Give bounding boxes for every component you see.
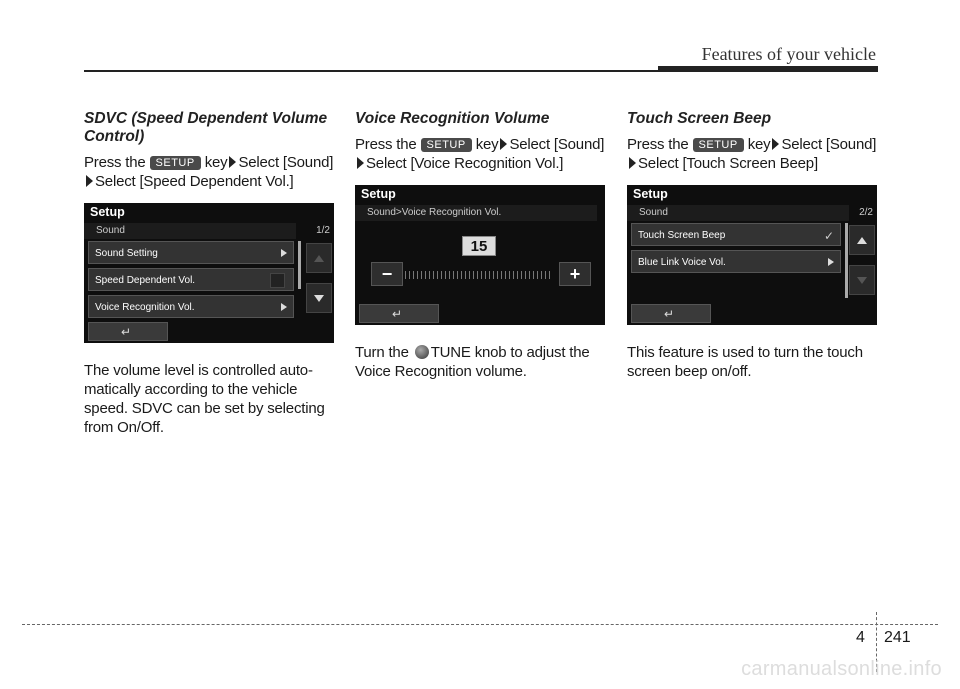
menu-item-label: Speed Dependent Vol. [95,275,196,286]
section-touch-screen-beep [627,110,881,381]
page-number: 241 [884,629,911,646]
instr-text: Select [Voice Recognition Vol.] [366,155,564,172]
volume-value: 15 [462,236,496,256]
back-button[interactable] [631,304,711,323]
chevron-right-icon [281,249,287,257]
instruction [84,153,338,191]
tune-knob-icon [415,345,429,359]
arrow-right-icon [500,138,507,150]
instr-text: key [747,136,771,153]
menu-item-blue-link-voice-vol[interactable] [631,250,841,273]
section-sdvc [84,110,338,437]
back-button[interactable] [88,322,168,341]
screen-title: Setup [633,187,668,201]
instr-text: Select [Sound] [238,154,334,171]
arrow-right-icon [629,157,636,169]
setup-key-badge: SETUP [693,138,744,152]
volume-slider[interactable] [405,271,553,279]
instr-text: Press the [84,154,146,171]
setup-key-badge: SETUP [421,138,472,152]
instr-text: Select [Touch Screen Beep] [638,155,818,172]
chapter-number: 4 [856,629,865,646]
header-rule-accent [658,66,878,72]
section-body: The volume level is controlled auto-matically according to the vehicle speed. SDVC can be set by selecting from On/Off. [84,362,325,436]
menu-item-label: Sound Setting [95,248,158,259]
body-text: Turn the [355,344,409,361]
scrollbar[interactable] [845,223,848,298]
setup-screen [84,203,334,343]
setup-key-badge: SETUP [150,156,201,170]
volume-plus-button[interactable]: + [559,262,591,286]
scrollbar[interactable] [298,241,301,289]
footer-rule [22,624,938,625]
screen-subtitle: Sound>Voice Recognition Vol. [355,205,597,221]
page-indicator: 2/2 [859,207,873,218]
arrow-right-icon [772,138,779,150]
section-body: This feature is used to turn the touch screen beep on/off. [627,344,863,380]
checkbox[interactable] [270,273,285,288]
screen-title: Setup [361,187,396,201]
arrow-right-icon [357,157,364,169]
body-text: TUNE knob to adjust the Voice Recognition volume. [355,344,590,380]
instr-text: Select [Sound] [781,136,877,153]
checkmark-icon: ✓ [823,229,834,243]
instruction [627,135,881,173]
scroll-down-button[interactable] [849,265,875,295]
chevron-right-icon [281,303,287,311]
arrow-right-icon [229,156,236,168]
arrow-right-icon [86,175,93,187]
instr-text: key [204,154,228,171]
instr-text: Select [Speed Dependent Vol.] [95,173,294,190]
section-heading: SDVC (Speed Dependent Volume Control) [84,110,328,145]
section-body [355,343,609,381]
screen-title: Setup [90,205,125,219]
scroll-down-button[interactable] [306,283,332,313]
screen-subtitle: Sound [84,223,296,239]
menu-item-touch-screen-beep[interactable] [631,223,841,246]
instr-text: Select [Sound] [509,136,605,153]
back-button[interactable] [359,304,439,323]
menu-item-label: Touch Screen Beep [638,230,726,241]
instr-text: Press the [627,136,689,153]
section-heading: Touch Screen Beep [627,110,772,127]
menu-item-label: Blue Link Voice Vol. [638,257,726,268]
chevron-right-icon [828,258,834,266]
instr-text: key [475,136,499,153]
menu-item-sound-setting[interactable] [88,241,294,264]
instr-text: Press the [355,136,417,153]
setup-screen [627,185,877,325]
menu-item-label: Voice Recognition Vol. [95,302,195,313]
header-title: Features of your vehicle [701,44,876,64]
menu-item-voice-recognition-vol[interactable] [88,295,294,318]
instruction [355,135,609,173]
scroll-up-button[interactable] [849,225,875,255]
section-voice-recognition-volume [355,110,609,381]
volume-minus-button[interactable]: − [371,262,403,286]
setup-screen [355,185,605,325]
section-heading: Voice Recognition Volume [355,110,550,127]
page-indicator: 1/2 [316,225,330,236]
menu-item-speed-dependent-vol[interactable] [88,268,294,291]
watermark: carmanualsonline.info [741,658,942,680]
screen-subtitle: Sound [627,205,849,221]
scroll-up-button[interactable] [306,243,332,273]
